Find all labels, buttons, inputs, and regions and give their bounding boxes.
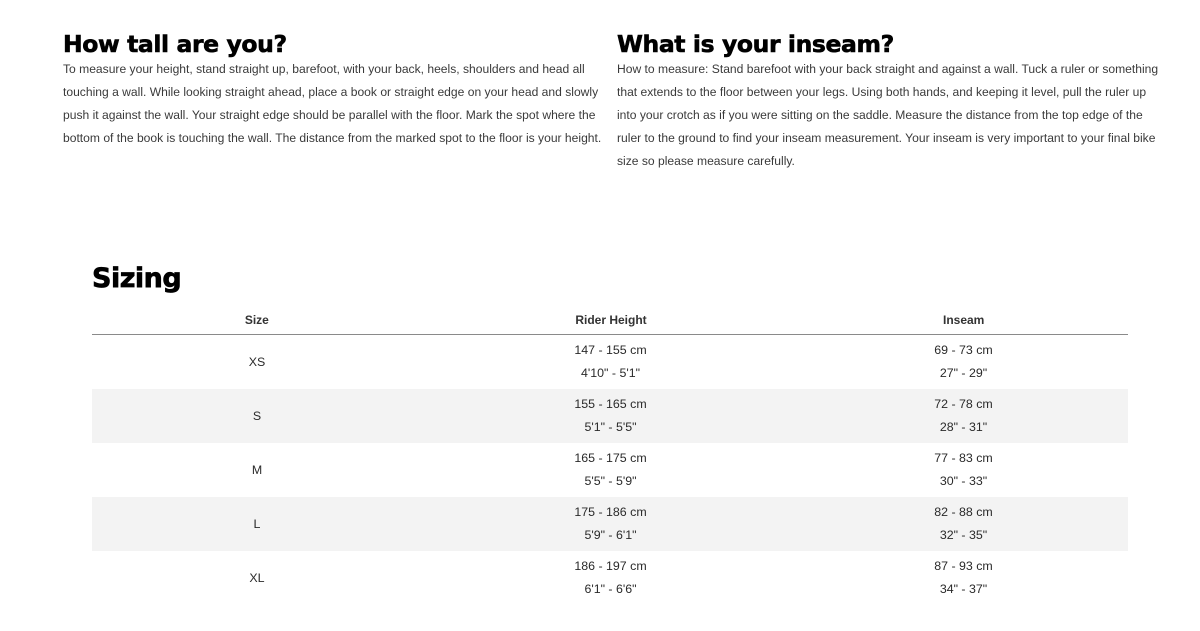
height-metric: 175 - 186 cm	[574, 505, 647, 519]
size-cell: XL	[249, 570, 265, 585]
inseam-cell	[799, 555, 1128, 601]
inseam-metric: 69 - 73 cm	[934, 343, 993, 357]
inseam-cell	[799, 447, 1128, 493]
inseam-instructions: How to measure: Stand barefoot with your back straight and against a wall. Tuck a ruler or something that extends to the floor between your legs. Using both hands, and keeping it level, pull the ruler up into your crotch as if you were sitting on the saddle. Measure the distance from the top edge of the ruler to the ground to find your inseam measurement. Your inseam is very important to your final bike size so please measure carefully.	[617, 62, 1159, 168]
sizing-section	[92, 262, 1128, 596]
inseam-cell	[799, 339, 1128, 385]
inseam-cell	[799, 501, 1128, 547]
header-size: Size	[92, 313, 423, 327]
table-row	[92, 551, 1128, 605]
rider-height-cell	[422, 447, 799, 493]
inseam-imperial: 30" - 33"	[939, 474, 988, 488]
inseam-section	[617, 30, 1162, 173]
table-header	[92, 306, 1128, 335]
size-cell: M	[251, 462, 263, 477]
rider-height-cell	[422, 555, 799, 601]
height-title: How tall are you?	[63, 30, 287, 58]
inseam-metric: 77 - 83 cm	[934, 451, 993, 465]
table-row	[92, 335, 1128, 389]
table-row	[92, 389, 1128, 443]
size-cell: L	[253, 516, 261, 531]
inseam-cell	[799, 393, 1128, 439]
table-row	[92, 497, 1128, 551]
header-rider-height: Rider Height	[575, 313, 647, 327]
inseam-imperial: 34" - 37"	[939, 582, 988, 596]
rider-height-cell	[422, 501, 799, 547]
height-imperial: 4'10" - 5'1"	[581, 366, 640, 380]
table-row	[92, 443, 1128, 497]
height-instructions: To measure your height, stand straight up, barefoot, with your back, heels, shoulders and head all touching a wall. While looking straight ahead, place a book or straight edge on your head and slowly push it against the wall. Your straight edge should be parallel with the floor. Mark the spot where the bottom of the book is touching the wall. The distance from the marked spot to the floor is your height.	[63, 62, 602, 145]
inseam-metric: 82 - 88 cm	[934, 505, 993, 519]
inseam-metric: 72 - 78 cm	[934, 397, 993, 411]
height-metric: 165 - 175 cm	[574, 451, 647, 465]
size-cell: XS	[248, 354, 266, 369]
rider-height-cell	[422, 393, 799, 439]
size-cell: S	[252, 408, 262, 423]
inseam-imperial: 28" - 31"	[939, 420, 988, 434]
height-metric: 147 - 155 cm	[574, 343, 647, 357]
rider-height-cell	[422, 339, 799, 385]
height-section	[63, 30, 603, 150]
sizing-title: Sizing	[92, 263, 182, 294]
height-imperial: 5'1" - 5'5"	[584, 420, 637, 434]
height-metric: 186 - 197 cm	[574, 559, 647, 573]
inseam-imperial: 32" - 35"	[939, 528, 988, 542]
inseam-title: What is your inseam?	[617, 30, 894, 58]
sizing-table	[92, 306, 1128, 605]
height-metric: 155 - 165 cm	[574, 397, 647, 411]
height-imperial: 5'9" - 6'1"	[584, 528, 637, 542]
inseam-metric: 87 - 93 cm	[934, 559, 993, 573]
header-inseam: Inseam	[942, 313, 985, 327]
inseam-imperial: 27" - 29"	[939, 366, 988, 380]
height-imperial: 5'5" - 5'9"	[584, 474, 637, 488]
height-imperial: 6'1" - 6'6"	[584, 582, 637, 596]
